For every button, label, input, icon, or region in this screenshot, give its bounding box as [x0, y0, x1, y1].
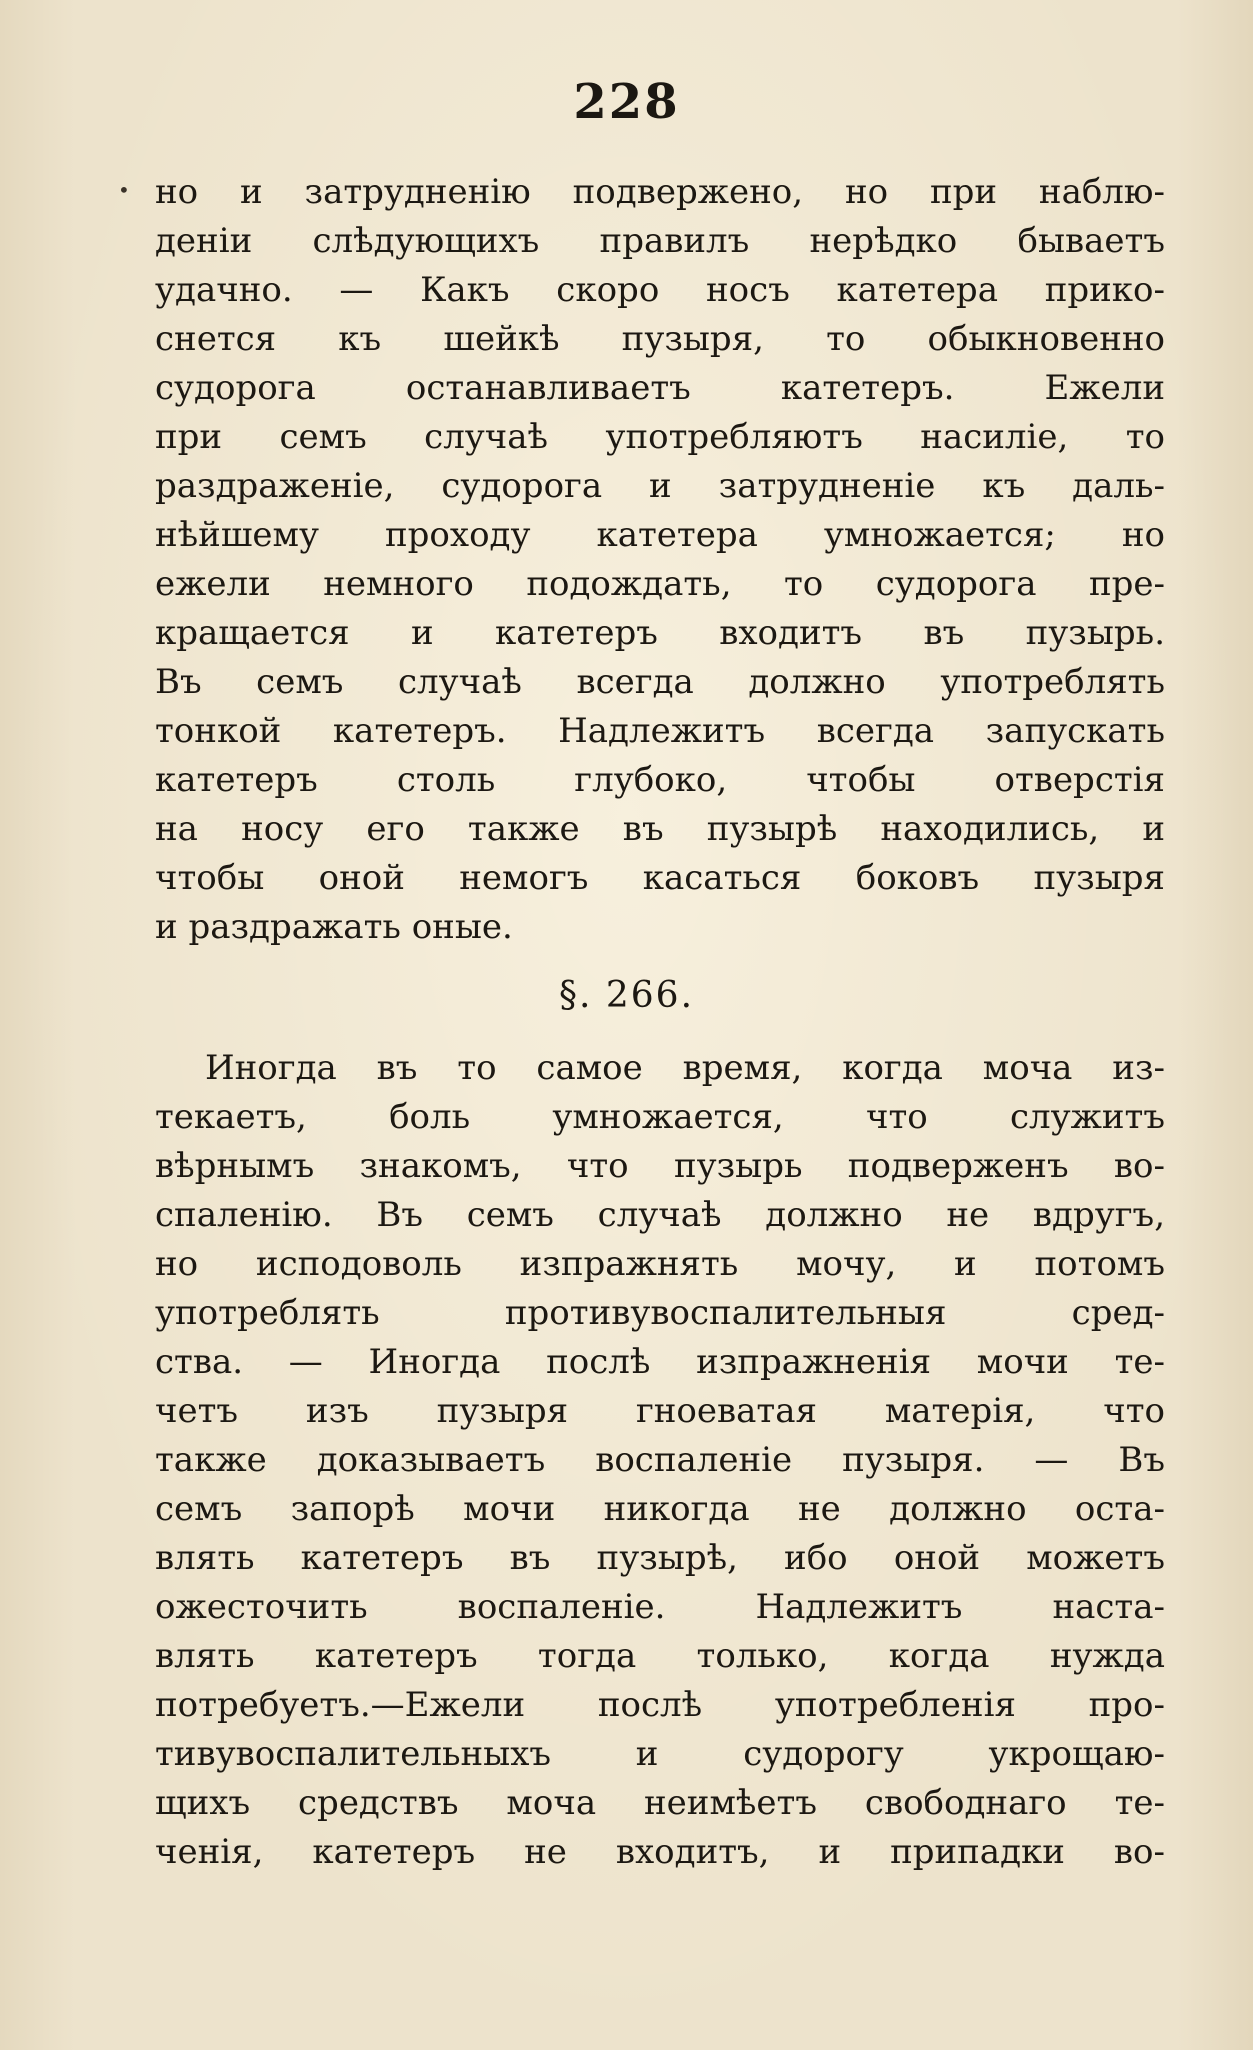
- text-line: семъ запорѣ мочи никогда не должно оста-: [155, 1489, 1165, 1529]
- margin-mark: •: [118, 178, 130, 202]
- text-line: чтобы оной немогъ касаться боковъ пузыря: [155, 858, 1165, 898]
- text-line: на носу его также въ пузырѣ находились, и: [155, 809, 1165, 849]
- text-line: вѣрнымъ знакомъ, что пузырь подверженъ во-: [155, 1146, 1165, 1186]
- text-line: тивувоспалительныхъ и судорогу укрощаю-: [155, 1734, 1165, 1774]
- text-line: и раздражать оные.: [155, 907, 513, 947]
- text-line: но и затрудненію подвержено, но при наблю-: [155, 172, 1165, 212]
- text-line: снется къ шейкѣ пузыря, то обыкновенно: [155, 319, 1165, 359]
- text-line: катетеръ столь глубоко, чтобы отверстія: [155, 760, 1165, 800]
- text-line: влять катетеръ тогда только, когда нужда: [155, 1636, 1165, 1676]
- text-line: Въ семъ случаѣ всегда должно употреблять: [155, 662, 1165, 702]
- text-line: ежели немного подождать, то судорога пре-: [155, 564, 1165, 604]
- text-line: четъ изъ пузыря гноеватая матерія, что: [155, 1391, 1165, 1431]
- text-line: Иногда въ то самое время, когда моча из-: [205, 1048, 1165, 1088]
- text-line: спаленію. Въ семъ случаѣ должно не вдругъ,: [155, 1195, 1165, 1235]
- paragraph-continuation: [155, 168, 1165, 952]
- text-line: раздраженіе, судорога и затрудненіе къ даль-: [155, 466, 1165, 506]
- text-line: при семъ случаѣ употребляютъ насиліе, то: [155, 417, 1165, 457]
- text-line: ченія, катетеръ не входитъ, и припадки во-: [155, 1832, 1165, 1872]
- text-line: кращается и катетеръ входитъ въ пузырь.: [155, 613, 1165, 653]
- text-line: также доказываетъ воспаленіе пузыря. — Въ: [155, 1440, 1165, 1480]
- text-line: текаетъ, боль умножается, что служитъ: [155, 1097, 1165, 1137]
- section-heading: §. 266.: [558, 975, 695, 1016]
- text-line: щихъ средствъ моча неимѣетъ свободнаго те-: [155, 1783, 1165, 1823]
- text-line: нѣйшему проходу катетера умножается; но: [155, 515, 1165, 555]
- text-line: но исподоволь изпражнять мочу, и потомъ: [155, 1244, 1165, 1284]
- page-number: 228: [573, 74, 680, 130]
- text-line: тонкой катетеръ. Надлежитъ всегда запускать: [155, 711, 1165, 751]
- text-line: потребуетъ.—Ежели послѣ употребленія про-: [155, 1685, 1165, 1725]
- text-line: ожесточить воспаленіе. Надлежитъ наста-: [155, 1587, 1165, 1627]
- text-line: влять катетеръ въ пузырѣ, ибо оной можетъ: [155, 1538, 1165, 1578]
- text-line: употреблять противувоспалительныя сред-: [155, 1293, 1165, 1333]
- text-line: удачно. — Какъ скоро носъ катетера прико-: [155, 270, 1165, 310]
- text-line: деніи слѣдующихъ правилъ нерѣдко бываетъ: [155, 221, 1165, 261]
- text-line: судорога останавливаетъ катетеръ. Ежели: [155, 368, 1165, 408]
- text-line: ства. — Иногда послѣ изпражненія мочи те-: [155, 1342, 1165, 1382]
- paragraph-section-266: [155, 1044, 1165, 1877]
